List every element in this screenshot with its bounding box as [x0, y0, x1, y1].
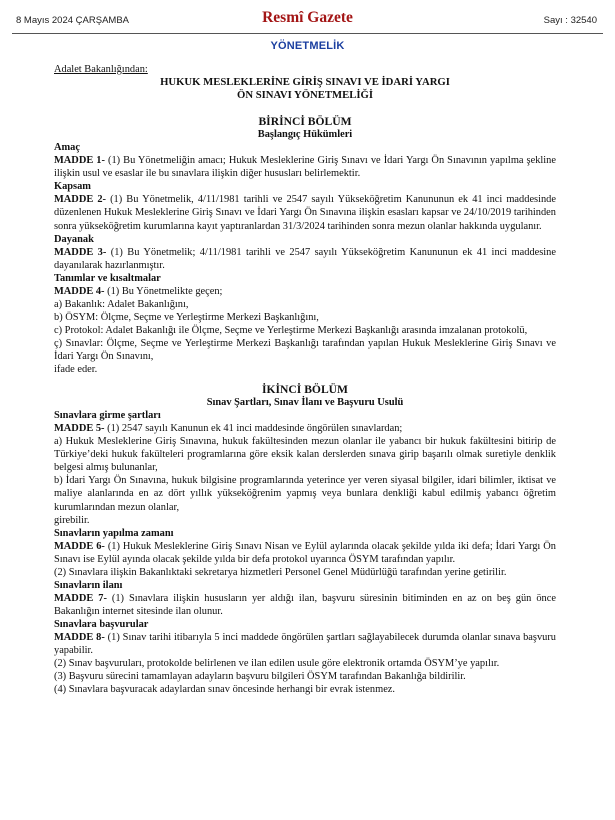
gazette-header	[12, 8, 603, 34]
chapter-2-title: İKİNCİ BÖLÜM	[262, 383, 348, 397]
article-8-number: MADDE 8-	[54, 631, 105, 643]
article-5-number: MADDE 5-	[54, 423, 105, 435]
article-4	[54, 285, 556, 298]
regulation-title-line-2: ÖN SINAVI YÖNETMELİĞİ	[237, 89, 373, 102]
article-3-text: (1) Bu Yönetmelik; 4/11/1981 tarihli ve 2547 sayılı Yükseköğretim Kanununun ek 41 inci maddesine dayanılarak hazırlanmıştır.	[54, 246, 556, 271]
heading-kapsam: Kapsam	[54, 181, 91, 193]
article-4-item-a: a) Bakanlık: Adalet Bakanlığını,	[54, 298, 189, 310]
heading-zamani: Sınavların yapılma zamanı	[54, 527, 174, 539]
article-8-para-2: (2) Sınav başvuruları, protokolde belirlenen ve ilan edilen usule göre elektronik ortamda ÖSYM’ye yapılır.	[54, 658, 500, 670]
article-5	[54, 422, 556, 435]
article-7-number: MADDE 7-	[54, 592, 107, 604]
issuing-agency: Adalet Bakanlığından:	[54, 64, 148, 75]
article-5-end: girebilir.	[54, 514, 90, 526]
chapter-1-title: BİRİNCİ BÖLÜM	[258, 115, 352, 129]
regulation-title-line-1: HUKUK MESLEKLERİNE GİRİŞ SINAVI VE İDARİ YARGI	[160, 76, 450, 89]
article-3-number: MADDE 3-	[54, 246, 107, 258]
article-1-text: (1) Bu Yönetmeliğin amacı; Hukuk Mesleklerine Giriş Sınavı ve İdari Yargı Ön Sınavının yapılma şekline ilişkin usul ve esaslar ile bu sınavlara ilişkin diğer hususları belirlemektir.	[54, 155, 556, 180]
gazette-title: Resmî Gazete	[262, 9, 353, 26]
article-4-item-b: b) ÖSYM: Ölçme, Seçme ve Yerleştirme Merkezi Başkanlığını,	[54, 311, 319, 323]
chapter-2-subtitle: Sınav Şartları, Sınav İlanı ve Başvuru Usulü	[206, 397, 404, 409]
header-divider	[12, 33, 603, 34]
article-7	[54, 592, 556, 618]
article-6-number: MADDE 6-	[54, 540, 105, 552]
article-6-para-2: (2) Sınavlara ilişkin Bakanlıktaki sekretarya hizmetleri Personel Genel Müdürlüğü tarafından yerine getirilir.	[54, 566, 507, 578]
chapter-1-subtitle: Başlangıç Hükümleri	[257, 129, 353, 141]
heading-basvuru: Sınavlara başvurular	[54, 618, 149, 630]
article-4-text: (1) Bu Yönetmelikte geçen;	[104, 285, 223, 297]
article-1	[54, 154, 556, 180]
article-8-para-3: (3) Başvuru sürecini tamamlayan adayların başvuru bilgileri ÖSYM tarafından Bakanlığa bildirilir.	[54, 671, 466, 683]
article-4-item-c: c) Protokol: Adalet Bakanlığı ile Ölçme, Seçme ve Yerleştirme Merkezi Başkanlığı arasında imzalanan protokolü,	[54, 324, 528, 336]
heading-girme: Sınavlara girme şartları	[54, 410, 161, 422]
article-5-item-a: a) Hukuk Mesleklerine Giriş Sınavına, hukuk fakültesinden mezun olanlar ile yabancı bir hukuk fakültesini bitirip de Türkiye’deki hukuk fakülteleri programlarına göre eksik kalan derslerden sınava girip başarılı olmak suretiyle denklik belgesi almış bulunanlar,	[54, 436, 556, 474]
section-title: YÖNETMELİK	[270, 40, 345, 52]
article-4-item-cc: ç) Sınavlar: Ölçme, Seçme ve Yerleştirme Merkezi Başkanlığı tarafından yapılan Hukuk Mesleklerine Giriş Sınavı ve İdari Yargı Ön Sınavını,	[54, 337, 556, 362]
heading-tanimlar: Tanımlar ve kısaltmalar	[54, 272, 161, 284]
article-6-text: (1) Hukuk Mesleklerine Giriş Sınavı Nisan ve Eylül aylarında olacak şekilde yılda iki defa; İdari Yargı Ön Sınavı ise Eylül ayında olacak şekilde yılda bir defa protokol uyarınca ÖSYM tarafından yapılır.	[54, 540, 556, 565]
issue-number: Sayı : 32540	[543, 15, 597, 26]
article-5-item-b: b) İdari Yargı Ön Sınavına, hukuk bilgisine programlarında yeterince yer veren siyasal bilgiler, idari bilimler, iktisat ve maliye alanlarında en az dört yıllık yükseköğrenim yapmış veya bunlara denkliği kabul edilmiş yabancı öğretim kurumlarından mezun olanlar,	[54, 475, 556, 513]
article-2-text: (1) Bu Yönetmelik, 4/11/1981 tarihli ve 2547 sayılı Yükseköğretim Kanununun ek 41 inci maddesinde düzenlenen Hukuk Mesleklerine Giriş Sınavı ve İdari Yargı Ön Sınavına ilişkin esasları kapsar ve 24/10/2019 tarihinden sonra yükseköğretim kurumlarına kayıt yaptıranlardan 31/3/2024 tarihinden sonra mezun olanlar hakkında uygulanır.	[54, 194, 556, 232]
heading-amac: Amaç	[54, 142, 80, 154]
heading-ilani: Sınavların ilanı	[54, 579, 123, 591]
article-3	[54, 246, 556, 272]
article-2-number: MADDE 2-	[54, 194, 106, 206]
article-8-para-4: (4) Sınavlara başvuracak adaylardan sınav öncesinde herhangi bir evrak istenmez.	[54, 684, 396, 696]
issue-date: 8 Mayıs 2024 ÇARŞAMBA	[16, 15, 129, 26]
article-5-text: (1) 2547 sayılı Kanunun ek 41 inci maddesinde öngörülen sınavlardan;	[104, 423, 403, 435]
article-4-end: ifade eder.	[54, 364, 98, 376]
article-7-text: (1) Sınavlara ilişkin hususların yer aldığı ilan, başvuru süresinin bitiminden en az on beş gün önce Bakanlığın internet sitesinde ilan olunur.	[54, 592, 556, 617]
article-1-number: MADDE 1-	[54, 155, 105, 167]
article-6	[54, 540, 556, 566]
regulation-body	[54, 63, 556, 696]
heading-dayanak: Dayanak	[54, 233, 94, 245]
article-8	[54, 631, 556, 657]
article-8-text: (1) Sınav tarihi itibarıyla 5 inci maddede öngörülen şartları sağlayabilecek durumda olanlar sınava başvuru yapabilir.	[54, 631, 556, 657]
article-2	[54, 193, 556, 232]
article-4-number: MADDE 4-	[54, 285, 105, 297]
